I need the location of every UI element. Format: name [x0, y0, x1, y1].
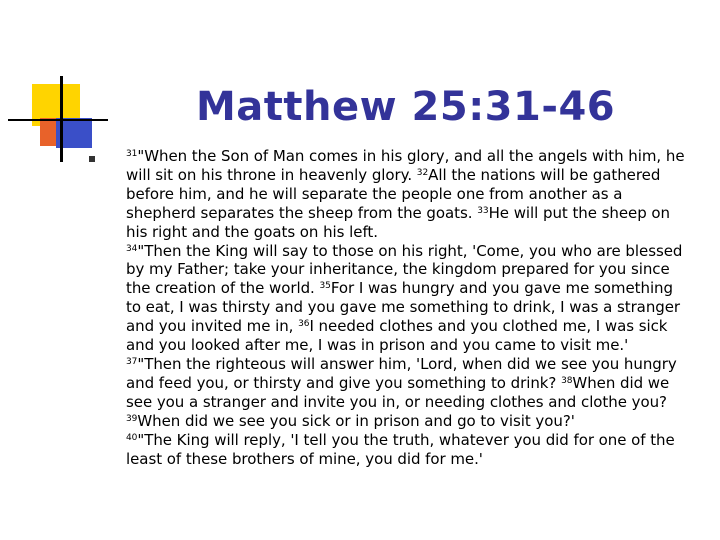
verse-group-37-39	[126, 355, 692, 431]
passage-text	[126, 147, 692, 468]
verse-37: $^{37}$"Then the righteous will answer him, 'Lord, when did we see you hungry and feed you, or thirsty and give you something to drink?	[126, 354, 677, 392]
logo-horizontal-line	[8, 119, 108, 121]
slide-title: Matthew 25:31-46	[196, 84, 616, 130]
slide-logo-decoration	[0, 0, 120, 170]
verse-38: $^{38}$When did we see you a stranger and invite you in, or needing clothes and clothe you?	[126, 373, 670, 411]
verse-36: $^{36}$I needed clothes and you clothed me, I was sick and you looked after me, I was in prison and you came to visit me.'	[126, 317, 668, 355]
verse-group-34-36	[126, 242, 692, 355]
verse-32: $^{32}$All the nations will be gathered before him, and he will separate the people one from another as a shepherd separates the sheep from the goats.	[126, 165, 661, 222]
verse-group-40	[126, 431, 692, 469]
verse-40: $^{40}$"The King will reply, 'I tell you the truth, whatever you did for one of the least of these brothers of mine, you did for me.'	[126, 430, 675, 468]
verse-33: $^{33}$He will put the sheep on his right and the goats on his left.	[126, 203, 670, 241]
verse-35: $^{35}$For I was hungry and you gave me something to eat, I was thirsty and you gave me something to drink, I was a stranger and you invited me in,	[126, 279, 681, 336]
verse-34: $^{34}$"Then the King will say to those on his right, 'Come, you who are blessed by my Father; take your inheritance, the kingdom prepared for you since the creation of the world.	[126, 241, 683, 298]
verse-31: $^{31}$"When the Son of Man comes in his glory, and all the angels with him, he will sit on his throne in heavenly glory.	[126, 147, 685, 184]
bullet-icon	[89, 156, 95, 162]
verse-39: $^{39}$When did we see you sick or in prison and go to visit you?'	[126, 411, 575, 430]
